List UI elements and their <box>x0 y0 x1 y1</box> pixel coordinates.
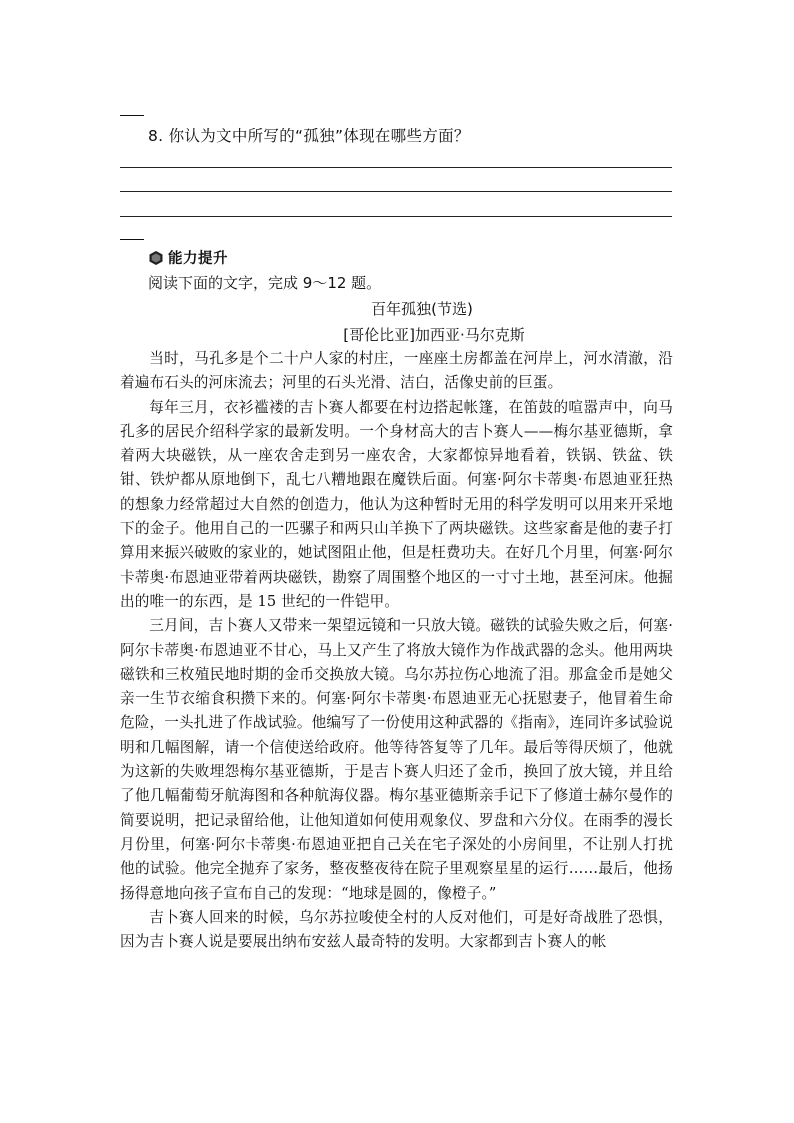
question-8: 8. 你认为文中所写的“孤独”体现在哪些方面？ <box>148 127 470 145</box>
answer-line <box>120 167 672 168</box>
paragraph: 吉卜赛人回来的时候，乌尔苏拉唆使全村的人反对他们，可是好奇战胜了恐惧，因为吉卜赛人说是要展出纳布安兹人最奇特的发明。大家都到吉卜赛人的帐 <box>120 908 673 951</box>
hexagon-icon <box>148 250 164 266</box>
article-title: 百年孤独(节选) <box>371 300 473 318</box>
section-title: 能力提升 <box>168 251 228 267</box>
article-author: [哥伦比亚]加西亚·马尔克斯 <box>343 326 525 344</box>
margin-mark <box>120 115 144 116</box>
paragraph: 当时，马孔多是个二十户人家的村庄，一座座土房都盖在河岸上，河水清澈，沿着遍布石头的河床流去；河里的石头光滑、洁白，活像史前的巨蛋。 <box>120 350 673 392</box>
paragraph: 三月间，吉卜赛人又带来一架望远镜和一只放大镜。磁铁的试验失败之后，何塞·阿尔卡蒂奥·布恩迪亚不甘心，马上又产生了将放大镜作为作战武器的念头。他用两块磁铁和三枚殖民地时期的金币交换放大镜。乌尔苏拉伤心地流了泪。那盒金币是她父亲一生节衣缩食积攒下来的。何塞·阿尔卡蒂奥·布恩迪亚无心抚慰妻子，他冒着生命危险，一头扎进了作战试验。他编写了一份使用这种武器的《指南》，连同许多试验说明和几幅图解，请一个信使送给政府。他等待答复等了几年。最后等得厌烦了，他就为这新的失败埋怨梅尔基亚德斯，于是吉卜赛人归还了金币，换回了放大镜，并且给了他几幅葡萄牙航海图和各种航海仪器。梅尔基亚德斯亲手记下了修道士赫尔曼作的简要说明，把记录留给他，让他知道如何使用观象仪、罗盘和六分仪。在雨季的漫长月份里，何塞·阿尔卡蒂奥·布恩迪亚把自己关在宅子深处的小房间里，不让别人打扰他的试验。他完全抛弃了家务，整夜整夜待在院子里观察星星的运行……最后，他扬扬得意地向孩子宣布自己的发现：“地球是圆的，像橙子。” <box>120 617 673 902</box>
article-body <box>120 347 673 954</box>
section-header <box>148 247 228 268</box>
paragraph: 每年三月，衣衫褴褛的吉卜赛人都要在村边搭起帐篷，在笛鼓的喧嚣声中，向马孔多的居民介绍科学家的最新发明。一个身材高大的吉卜赛人——梅尔基亚德斯，拿着两大块磁铁，从一座农舍走到另一座农舍，大家都惊异地看着，铁锅、铁盆、铁钳、铁炉都从原地倒下，乱七八糟地跟在魔铁后面。何塞·阿尔卡蒂奥·布恩迪亚狂热的想象力经常超过大自然的创造力，他认为这种暂时无用的科学发明可以用来开采地下的金子。他用自己的一匹骡子和两只山羊换下了两块磁铁。这些家畜是他的妻子打算用来振兴破败的家业的，她试图阻止他，但是枉费功夫。在好几个月里，何塞·阿尔卡蒂奥·布恩迪亚带着两块磁铁，勘察了周围整个地区的一寸寸土地，甚至河床。他掘出的唯一的东西，是 15 世纪的一件铠甲。 <box>120 398 673 610</box>
margin-mark <box>120 239 144 240</box>
instruction-text: 阅读下面的文字，完成 9～12 题。 <box>148 274 382 292</box>
answer-line <box>120 216 672 217</box>
answer-line <box>120 191 672 192</box>
